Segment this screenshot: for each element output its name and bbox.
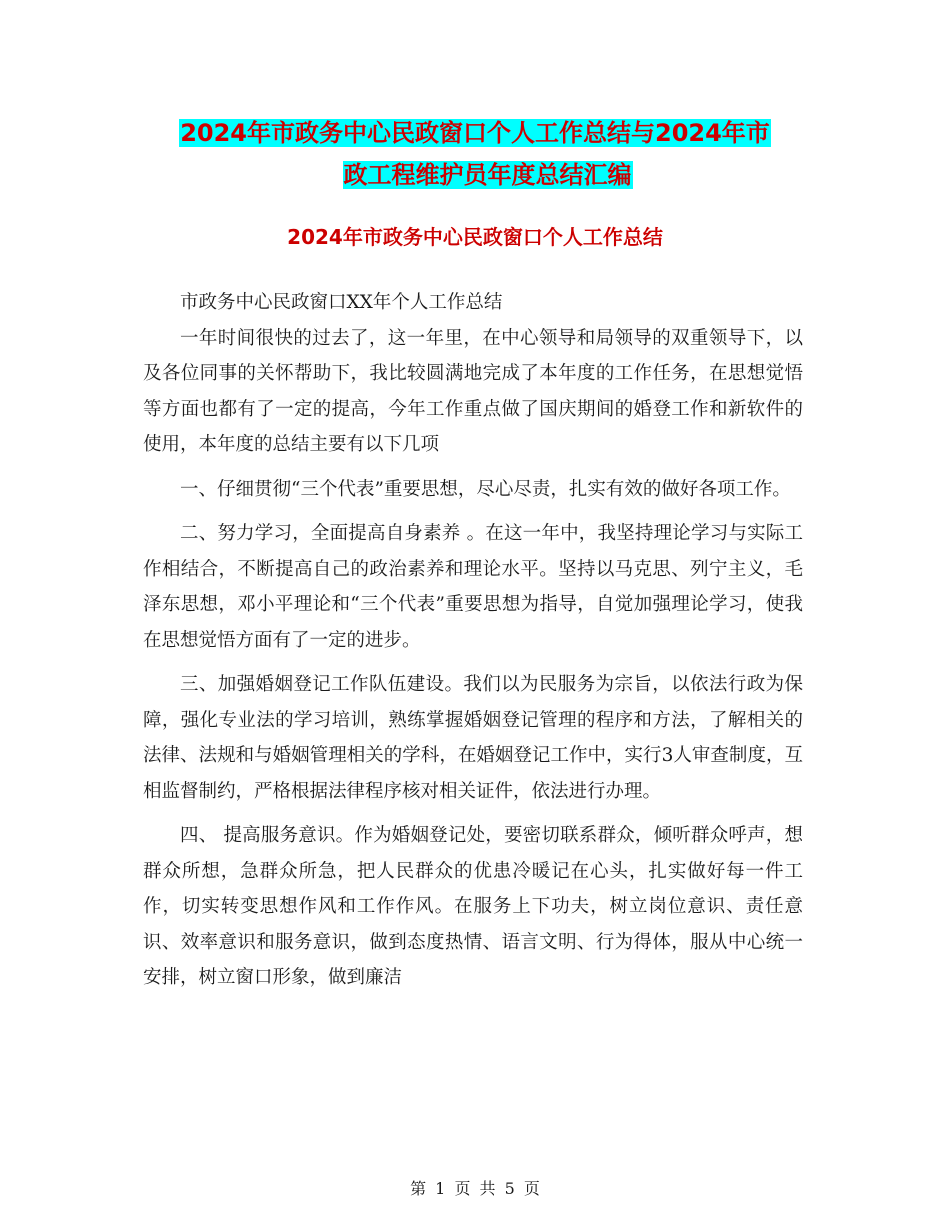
document-title-line-2: 政工程维护员年度总结汇编	[343, 161, 632, 189]
paragraph-item-2: 二、努力学习，全面提高自身素养 。在这一年中，我坚持理论学习与实际工作相结合，不断提高自己的政治素养和理论水平。坚持以马克思、列宁主义，毛泽东思想，邓小平理论和“三个代表”重要思想为指导，自觉加强理论学习，使我在思想觉悟方面有了一定的进步。	[143, 523, 803, 651]
document-body	[143, 285, 803, 996]
document-title-line-1: 2024年市政务中心民政窗口个人工作总结与2024年市	[180, 119, 770, 147]
paragraph-item-3: 三、加强婚姻登记工作队伍建设。我们以为民服务为宗旨，以依法行政为保障，强化专业法的学习培训，熟练掌握婚姻登记管理的程序和方法，了解相关的法律、法规和与婚姻管理相关的学科，在婚姻登记工作中，实行3人审查制度，互相监督制约，严格根据法律程序核对相关证件，依法进行办理。	[143, 674, 803, 802]
paragraph-heading: 市政务中心民政窗口XX年个人工作总结	[180, 292, 503, 313]
paragraph-item-1: 一、仔细贯彻“三个代表”重要思想，尽心尽责，扎实有效的做好各项工作。	[180, 478, 791, 500]
document-title	[0, 112, 950, 196]
section-title: 2024年市政务中心民政窗口个人工作总结	[287, 225, 663, 249]
paragraph-item-4: 四、 提高服务意识。作为婚姻登记处，要密切联系群众，倾听群众呼声，想群众所想，急群众所急，把人民群众的优患冷暖记在心头，扎实做好每一件工作，切实转变思想作风和工作作风。在服务上下功夫，树立岗位意识、责任意识、效率意识和服务意识，做到态度热情、语言文明、行为得体，服从中心统一安排，树立窗口形象，做到廉洁	[143, 825, 803, 988]
page-footer: 第 1 页 共 5 页	[410, 1179, 540, 1198]
paragraph-intro: 一年时间很快的过去了，这一年里，在中心领导和局领导的双重领导下，以及各位同事的关怀帮助下，我比较圆满地完成了本年度的工作任务，在思想觉悟等方面也都有了一定的提高，今年工作重点做了国庆期间的婚登工作和新软件的使用，本年度的总结主要有以下几项	[143, 327, 803, 455]
